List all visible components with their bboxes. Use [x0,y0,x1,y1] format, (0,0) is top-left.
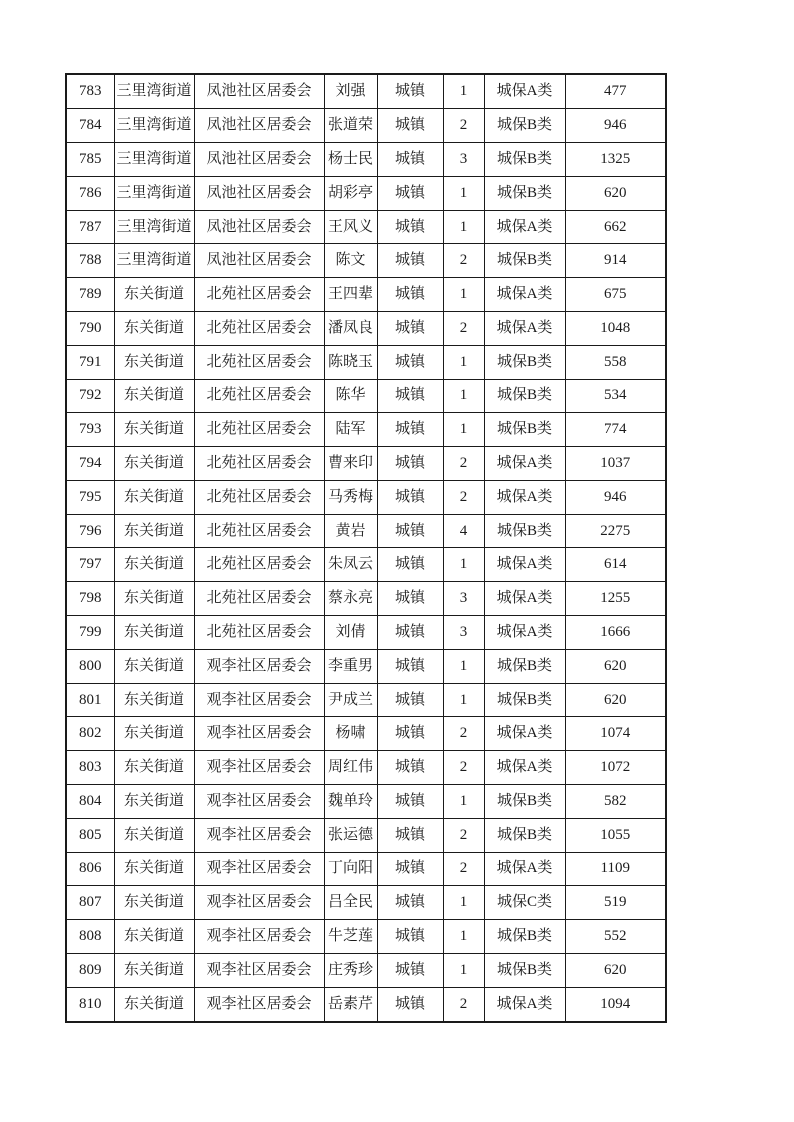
cell-community-committee: 观李社区居委会 [194,818,324,852]
cell-person-count: 2 [443,818,484,852]
table-row [66,345,666,379]
cell-sequence-number: 809 [66,953,114,987]
cell-person-name: 丁向阳 [324,852,377,886]
cell-street: 三里湾街道 [114,143,194,177]
cell-person-count: 1 [443,210,484,244]
cell-residence-type: 城镇 [377,244,443,278]
cell-residence-type: 城镇 [377,143,443,177]
table-row [66,683,666,717]
cell-community-committee: 观李社区居委会 [194,886,324,920]
cell-street: 东关街道 [114,379,194,413]
cell-subsidy-amount: 582 [565,784,666,818]
cell-person-name: 魏单玲 [324,784,377,818]
cell-community-committee: 北苑社区居委会 [194,616,324,650]
cell-sequence-number: 803 [66,751,114,785]
table-row [66,886,666,920]
cell-subsidy-category: 城保B类 [484,345,565,379]
cell-subsidy-category: 城保B类 [484,109,565,143]
cell-community-committee: 凤池社区居委会 [194,176,324,210]
cell-subsidy-amount: 534 [565,379,666,413]
cell-person-count: 1 [443,683,484,717]
cell-person-name: 蔡永亮 [324,582,377,616]
cell-subsidy-category: 城保A类 [484,616,565,650]
cell-person-count: 1 [443,548,484,582]
cell-person-count: 1 [443,886,484,920]
cell-residence-type: 城镇 [377,480,443,514]
cell-sequence-number: 799 [66,616,114,650]
cell-sequence-number: 786 [66,176,114,210]
cell-street: 东关街道 [114,312,194,346]
cell-person-count: 1 [443,345,484,379]
cell-community-committee: 北苑社区居委会 [194,345,324,379]
cell-person-count: 1 [443,278,484,312]
cell-community-committee: 观李社区居委会 [194,751,324,785]
cell-subsidy-category: 城保A类 [484,210,565,244]
cell-street: 东关街道 [114,345,194,379]
cell-subsidy-category: 城保B类 [484,784,565,818]
cell-person-name: 王四辈 [324,278,377,312]
cell-person-count: 4 [443,514,484,548]
table-row [66,176,666,210]
cell-person-count: 2 [443,480,484,514]
cell-person-name: 杨啸 [324,717,377,751]
cell-residence-type: 城镇 [377,886,443,920]
cell-sequence-number: 795 [66,480,114,514]
cell-community-committee: 凤池社区居委会 [194,74,324,109]
table-body [66,74,666,1022]
table-row [66,379,666,413]
cell-street: 三里湾街道 [114,244,194,278]
cell-residence-type: 城镇 [377,548,443,582]
cell-subsidy-category: 城保C类 [484,886,565,920]
cell-person-count: 2 [443,244,484,278]
cell-residence-type: 城镇 [377,751,443,785]
cell-subsidy-amount: 1109 [565,852,666,886]
cell-community-committee: 观李社区居委会 [194,953,324,987]
cell-residence-type: 城镇 [377,987,443,1022]
table-row [66,109,666,143]
cell-sequence-number: 802 [66,717,114,751]
table-row [66,616,666,650]
cell-subsidy-category: 城保B类 [484,379,565,413]
cell-community-committee: 北苑社区居委会 [194,514,324,548]
cell-community-committee: 观李社区居委会 [194,649,324,683]
cell-subsidy-amount: 558 [565,345,666,379]
cell-person-name: 潘凤良 [324,312,377,346]
cell-person-name: 曹来印 [324,447,377,481]
cell-person-count: 1 [443,379,484,413]
roster-table-container [65,73,667,1023]
table-row [66,852,666,886]
cell-street: 东关街道 [114,717,194,751]
cell-person-name: 黄岩 [324,514,377,548]
cell-subsidy-amount: 620 [565,649,666,683]
cell-person-count: 2 [443,751,484,785]
cell-subsidy-amount: 552 [565,920,666,954]
cell-person-name: 胡彩亭 [324,176,377,210]
cell-community-committee: 观李社区居委会 [194,920,324,954]
subsidy-roster-table [65,73,667,1023]
table-row [66,312,666,346]
cell-sequence-number: 790 [66,312,114,346]
cell-subsidy-amount: 1325 [565,143,666,177]
cell-sequence-number: 806 [66,852,114,886]
table-row [66,480,666,514]
cell-person-count: 1 [443,953,484,987]
cell-subsidy-amount: 2275 [565,514,666,548]
cell-subsidy-category: 城保B类 [484,413,565,447]
cell-residence-type: 城镇 [377,582,443,616]
cell-person-name: 陆军 [324,413,377,447]
table-row [66,514,666,548]
cell-sequence-number: 793 [66,413,114,447]
cell-residence-type: 城镇 [377,176,443,210]
cell-subsidy-amount: 519 [565,886,666,920]
table-row [66,751,666,785]
cell-sequence-number: 791 [66,345,114,379]
cell-street: 东关街道 [114,582,194,616]
table-row [66,920,666,954]
cell-person-name: 陈文 [324,244,377,278]
cell-person-name: 刘强 [324,74,377,109]
cell-subsidy-amount: 1048 [565,312,666,346]
cell-subsidy-amount: 774 [565,413,666,447]
cell-subsidy-category: 城保B类 [484,244,565,278]
cell-person-name: 张运德 [324,818,377,852]
cell-person-count: 2 [443,312,484,346]
cell-street: 东关街道 [114,987,194,1022]
table-row [66,447,666,481]
cell-person-count: 3 [443,143,484,177]
cell-community-committee: 北苑社区居委会 [194,548,324,582]
cell-person-count: 2 [443,852,484,886]
cell-residence-type: 城镇 [377,312,443,346]
cell-sequence-number: 805 [66,818,114,852]
table-row [66,784,666,818]
cell-community-committee: 观李社区居委会 [194,683,324,717]
table-row [66,987,666,1022]
cell-subsidy-category: 城保A类 [484,987,565,1022]
table-row [66,953,666,987]
table-row [66,244,666,278]
cell-community-committee: 观李社区居委会 [194,717,324,751]
table-row [66,210,666,244]
cell-subsidy-amount: 477 [565,74,666,109]
cell-sequence-number: 792 [66,379,114,413]
cell-street: 东关街道 [114,649,194,683]
cell-person-name: 朱凤云 [324,548,377,582]
cell-person-count: 2 [443,447,484,481]
cell-residence-type: 城镇 [377,210,443,244]
cell-person-name: 杨士民 [324,143,377,177]
cell-sequence-number: 798 [66,582,114,616]
cell-person-count: 1 [443,649,484,683]
cell-subsidy-amount: 1094 [565,987,666,1022]
cell-person-name: 吕全民 [324,886,377,920]
cell-community-committee: 观李社区居委会 [194,784,324,818]
cell-community-committee: 北苑社区居委会 [194,312,324,346]
cell-street: 东关街道 [114,751,194,785]
cell-sequence-number: 789 [66,278,114,312]
table-row [66,818,666,852]
cell-subsidy-category: 城保A类 [484,278,565,312]
cell-residence-type: 城镇 [377,953,443,987]
cell-community-committee: 北苑社区居委会 [194,480,324,514]
cell-person-name: 陈华 [324,379,377,413]
cell-community-committee: 北苑社区居委会 [194,278,324,312]
cell-sequence-number: 783 [66,74,114,109]
cell-community-committee: 北苑社区居委会 [194,582,324,616]
cell-subsidy-category: 城保A类 [484,480,565,514]
cell-person-name: 马秀梅 [324,480,377,514]
cell-residence-type: 城镇 [377,784,443,818]
cell-subsidy-category: 城保B类 [484,920,565,954]
cell-street: 东关街道 [114,616,194,650]
cell-person-count: 2 [443,717,484,751]
cell-residence-type: 城镇 [377,683,443,717]
cell-person-count: 1 [443,413,484,447]
cell-subsidy-category: 城保B类 [484,649,565,683]
cell-community-committee: 观李社区居委会 [194,987,324,1022]
table-row [66,74,666,109]
cell-community-committee: 凤池社区居委会 [194,143,324,177]
cell-person-name: 李重男 [324,649,377,683]
cell-street: 三里湾街道 [114,109,194,143]
cell-subsidy-category: 城保A类 [484,447,565,481]
cell-street: 东关街道 [114,953,194,987]
cell-sequence-number: 808 [66,920,114,954]
cell-person-name: 王风义 [324,210,377,244]
cell-subsidy-category: 城保B类 [484,143,565,177]
cell-subsidy-category: 城保A类 [484,717,565,751]
cell-street: 东关街道 [114,548,194,582]
cell-street: 东关街道 [114,683,194,717]
cell-sequence-number: 787 [66,210,114,244]
cell-residence-type: 城镇 [377,278,443,312]
cell-sequence-number: 797 [66,548,114,582]
cell-street: 东关街道 [114,278,194,312]
cell-person-name: 尹成兰 [324,683,377,717]
cell-street: 东关街道 [114,413,194,447]
cell-community-committee: 北苑社区居委会 [194,447,324,481]
cell-subsidy-category: 城保A类 [484,548,565,582]
cell-community-committee: 凤池社区居委会 [194,109,324,143]
cell-subsidy-amount: 620 [565,683,666,717]
cell-subsidy-amount: 946 [565,109,666,143]
cell-person-count: 1 [443,74,484,109]
cell-subsidy-category: 城保B类 [484,953,565,987]
cell-subsidy-amount: 1074 [565,717,666,751]
cell-residence-type: 城镇 [377,717,443,751]
cell-sequence-number: 801 [66,683,114,717]
cell-street: 东关街道 [114,480,194,514]
cell-street: 东关街道 [114,852,194,886]
cell-sequence-number: 796 [66,514,114,548]
cell-subsidy-category: 城保B类 [484,514,565,548]
cell-subsidy-amount: 1666 [565,616,666,650]
cell-residence-type: 城镇 [377,920,443,954]
cell-subsidy-amount: 914 [565,244,666,278]
cell-community-committee: 凤池社区居委会 [194,244,324,278]
cell-subsidy-category: 城保A类 [484,751,565,785]
cell-street: 东关街道 [114,447,194,481]
table-row [66,649,666,683]
cell-subsidy-amount: 946 [565,480,666,514]
table-row [66,143,666,177]
cell-subsidy-category: 城保B类 [484,818,565,852]
cell-person-count: 3 [443,582,484,616]
cell-street: 三里湾街道 [114,210,194,244]
cell-residence-type: 城镇 [377,379,443,413]
cell-subsidy-amount: 1255 [565,582,666,616]
cell-person-name: 岳素芹 [324,987,377,1022]
cell-subsidy-amount: 620 [565,176,666,210]
cell-person-count: 1 [443,784,484,818]
cell-sequence-number: 794 [66,447,114,481]
cell-subsidy-amount: 1072 [565,751,666,785]
cell-sequence-number: 807 [66,886,114,920]
cell-sequence-number: 800 [66,649,114,683]
cell-residence-type: 城镇 [377,447,443,481]
cell-subsidy-category: 城保A类 [484,312,565,346]
cell-residence-type: 城镇 [377,514,443,548]
cell-subsidy-category: 城保B类 [484,176,565,210]
cell-person-count: 3 [443,616,484,650]
cell-subsidy-amount: 1037 [565,447,666,481]
cell-subsidy-category: 城保A类 [484,852,565,886]
cell-community-committee: 凤池社区居委会 [194,210,324,244]
cell-residence-type: 城镇 [377,109,443,143]
table-row [66,278,666,312]
cell-residence-type: 城镇 [377,649,443,683]
cell-subsidy-amount: 662 [565,210,666,244]
cell-subsidy-category: 城保B类 [484,683,565,717]
cell-sequence-number: 788 [66,244,114,278]
cell-residence-type: 城镇 [377,413,443,447]
cell-sequence-number: 810 [66,987,114,1022]
cell-street: 东关街道 [114,920,194,954]
cell-residence-type: 城镇 [377,74,443,109]
table-row [66,717,666,751]
cell-community-committee: 北苑社区居委会 [194,413,324,447]
cell-person-name: 牛芝莲 [324,920,377,954]
table-row [66,582,666,616]
cell-community-committee: 观李社区居委会 [194,852,324,886]
cell-residence-type: 城镇 [377,616,443,650]
table-row [66,548,666,582]
cell-subsidy-amount: 620 [565,953,666,987]
cell-street: 东关街道 [114,886,194,920]
cell-subsidy-category: 城保A类 [484,74,565,109]
cell-sequence-number: 785 [66,143,114,177]
cell-person-name: 庄秀珍 [324,953,377,987]
cell-person-count: 2 [443,987,484,1022]
cell-residence-type: 城镇 [377,345,443,379]
cell-street: 东关街道 [114,514,194,548]
cell-sequence-number: 784 [66,109,114,143]
cell-residence-type: 城镇 [377,818,443,852]
cell-street: 东关街道 [114,818,194,852]
cell-person-name: 陈晓玉 [324,345,377,379]
cell-subsidy-category: 城保A类 [484,582,565,616]
table-row [66,413,666,447]
cell-person-count: 1 [443,176,484,210]
cell-subsidy-amount: 1055 [565,818,666,852]
cell-person-count: 1 [443,920,484,954]
cell-street: 三里湾街道 [114,176,194,210]
cell-residence-type: 城镇 [377,852,443,886]
cell-person-name: 张道荣 [324,109,377,143]
cell-community-committee: 北苑社区居委会 [194,379,324,413]
cell-street: 东关街道 [114,784,194,818]
cell-person-name: 周红伟 [324,751,377,785]
cell-subsidy-amount: 675 [565,278,666,312]
cell-street: 三里湾街道 [114,74,194,109]
cell-sequence-number: 804 [66,784,114,818]
cell-subsidy-amount: 614 [565,548,666,582]
cell-person-name: 刘倩 [324,616,377,650]
cell-person-count: 2 [443,109,484,143]
